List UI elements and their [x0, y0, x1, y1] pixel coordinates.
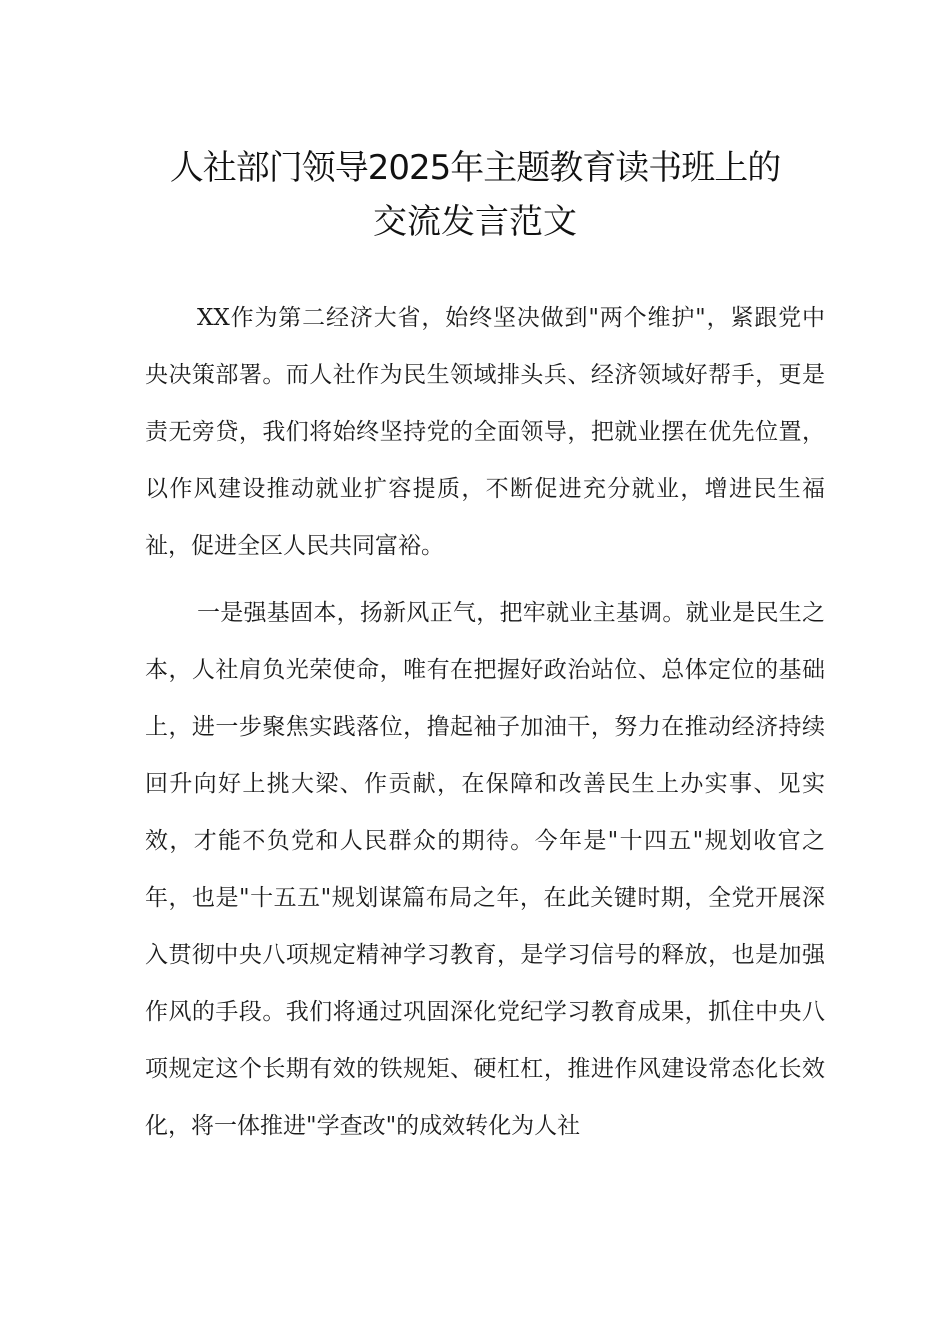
document-title-line-1: 人社部门领导2025年主题教育读书班上的 [169, 148, 781, 188]
document-title-line-2: 交流发言范文 [373, 202, 577, 242]
paragraph-intro: XX作为第二经济大省，始终坚决做到"两个维护"，紧跟党中央决策部署。而人社作为民生领域排头兵、经济领域好帮手，更是责无旁贷，我们将始终坚持党的全面领导，把就业摆在优先位置，以作风建设推动就业扩容提质，不断促进充分就业，增进民生福祉，促进全区人民共同富裕。 [145, 305, 825, 559]
paragraph-point-one: 一是强基固本，扬新风正气，把牢就业主基调。就业是民生之本，人社肩负光荣使命，唯有在把握好政治站位、总体定位的基础上，进一步聚焦实践落位，撸起袖子加油干，努力在推动经济持续回升向好上挑大梁、作贡献，在保障和改善民生上办实事、见实效，才能不负党和人民群众的期待。今年是"十四五"规划收官之年，也是"十五五"规划谋篇布局之年，在此关键时期，全党开展深入贯彻中央八项规定精神学习教育，是学习信号的释放，也是加强作风的手段。我们将通过巩固深化党纪学习教育成果，抓住中央八项规定这个长期有效的铁规矩、硬杠杠，推进作风建设常态化长效化，将一体推进"学查改"的成效转化为人社 [145, 600, 825, 1139]
